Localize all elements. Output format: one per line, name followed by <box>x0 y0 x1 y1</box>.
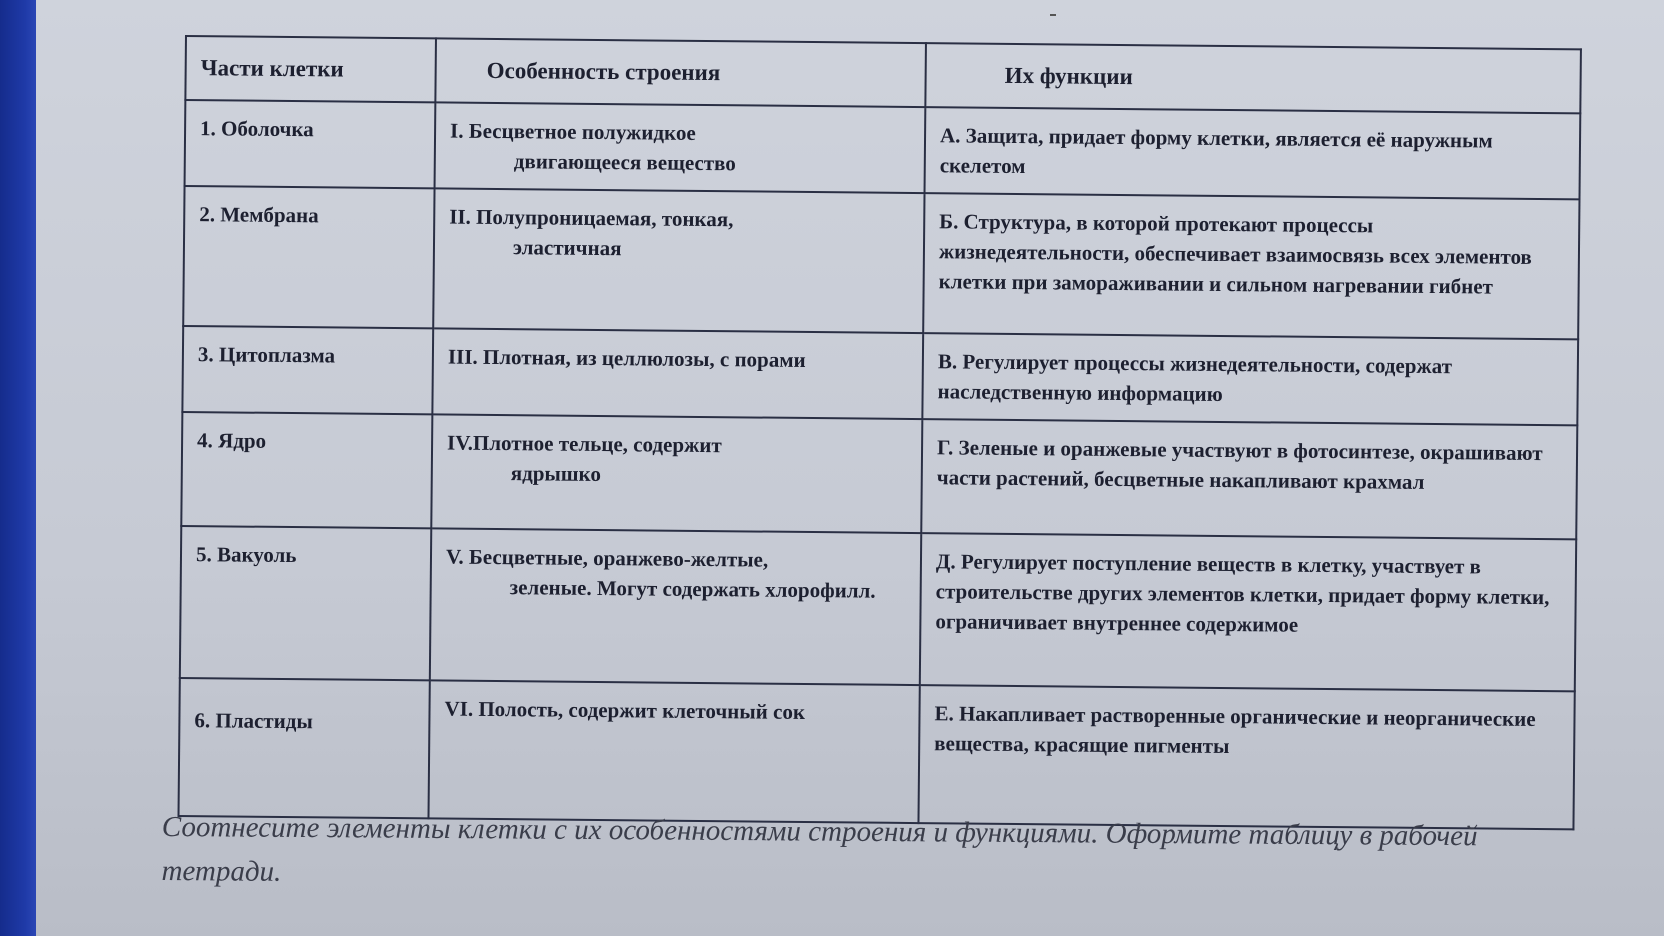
table-row <box>185 100 1581 199</box>
structure-line: VI. Полость, содержит клеточный сок <box>444 696 806 724</box>
structure-line: эластичная <box>512 235 622 261</box>
cell-part: 3. Цитоплазма <box>182 326 433 414</box>
structure-line: IV.Плотное тельце, содержит <box>446 430 722 458</box>
cell-function: Б. Структура, в которой протекают процессы жизнедеятельности, обеспечивает взаимосвязь всех элементов клетки при замораживании и сильном нагревании гибнет <box>923 193 1579 339</box>
cell-parts-table <box>177 35 1581 830</box>
structure-line: I. Бесцветное полужидкое <box>449 118 696 145</box>
cell-structure <box>428 680 919 823</box>
cell-structure <box>433 188 924 333</box>
table-row <box>183 186 1579 339</box>
cell-part: 4. Ядро <box>181 412 432 528</box>
structure-line: II. Полупроницаемая, тонкая, <box>449 204 734 232</box>
header-structure: Особенность строения <box>435 38 926 107</box>
cell-function: Е. Накапливает растворенные органические и неорганические вещества, красящие пигменты <box>918 685 1574 829</box>
cell-structure <box>435 102 926 193</box>
cell-part: 1. Оболочка <box>185 100 436 188</box>
cell-structure <box>430 528 921 685</box>
structure-line: зеленые. Могут содержать хлорофилл. <box>509 575 876 603</box>
cell-function: А. Защита, придает форму клетки, является её наружным скелетом <box>925 107 1581 199</box>
cell-part: 6. Пластиды <box>179 678 430 818</box>
structure-line: V. Бесцветные, оранжево-желтые, <box>445 544 769 572</box>
table-row <box>180 526 1576 691</box>
blue-cover-edge <box>0 0 36 936</box>
task-caption: Соотнесите элементы клетки с их особенностями строения и функциями. Оформите таблицу в рабочей тетради. <box>161 810 1478 888</box>
table-row <box>181 412 1577 539</box>
cell-function: Г. Зеленые и оранжевые участвуют в фотосинтезе, окрашивают части растений, бесцветные накапливают крахмал <box>921 419 1577 539</box>
cell-part: 5. Вакуоль <box>180 526 431 680</box>
cell-structure <box>431 414 922 533</box>
cell-function: Д. Регулирует поступление веществ в клетку, участвует в строительстве других элементов клетки, придает форму клетки, ограничивает внутреннее содержимое <box>920 533 1576 691</box>
cell-part: 2. Мембрана <box>183 186 434 328</box>
structure-line: двигающееся вещество <box>513 149 736 176</box>
structure-line: III. Плотная, из целлюлозы, с порами <box>447 344 806 372</box>
cell-function: В. Регулирует процессы жизнедеятельности, содержат наследственную информацию <box>922 333 1578 425</box>
structure-line: ядрышко <box>510 461 602 487</box>
header-parts: Части клетки <box>185 36 436 102</box>
page-speck <box>1050 14 1056 16</box>
cell-structure <box>432 328 923 419</box>
table-row <box>182 326 1578 425</box>
header-functions: Их функции <box>925 43 1581 113</box>
